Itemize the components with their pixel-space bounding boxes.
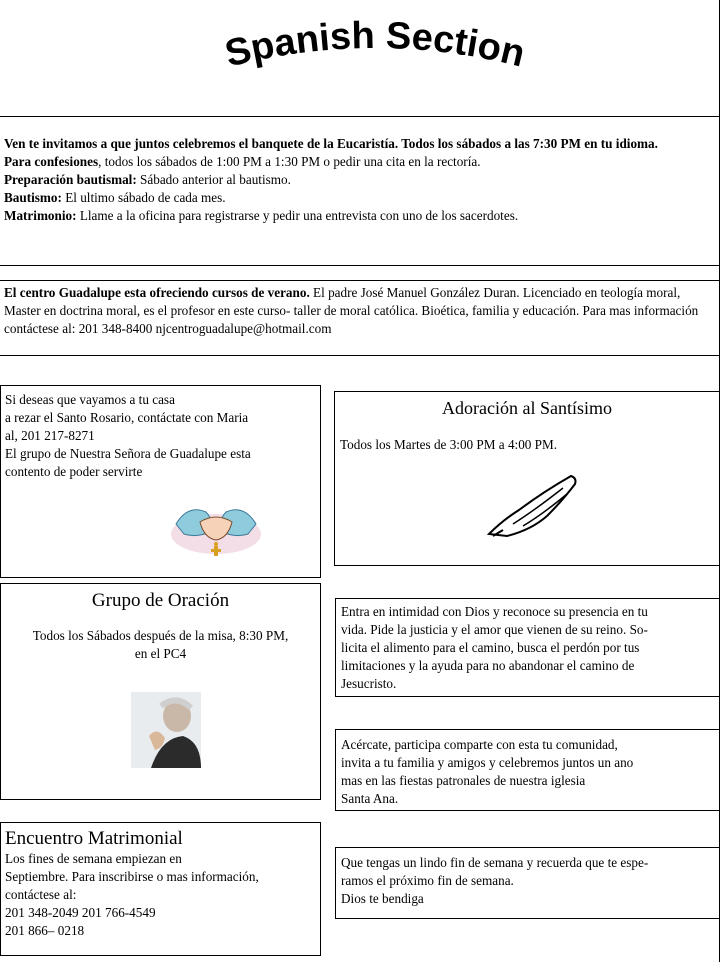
- finde-line: ramos el próximo fin de semana.: [341, 873, 514, 888]
- intimidad-line: Jesucristo.: [341, 676, 397, 691]
- matrimonio-text: Llame a la oficina para registrarse y pedir una entrevista con uno de los sacerdotes.: [76, 208, 519, 223]
- intimidad-line: limitaciones y la ayuda para no abandonar el camino de: [341, 658, 635, 673]
- divider-top: [0, 116, 720, 117]
- rosario-line: al, 201 217-8271: [5, 428, 95, 443]
- rosario-box: [0, 385, 321, 578]
- finde-box: [335, 847, 720, 919]
- intimidad-line: Entra en intimidad con Dios y reconoce su presencia en tu: [341, 604, 648, 619]
- page-title-art: [205, 14, 545, 80]
- divider-guadalupe-top: [0, 280, 720, 281]
- bautismo-text: El ultimo sábado de cada mes.: [61, 190, 226, 205]
- adoracion-text: Todos los Martes de 3:00 PM a 4:00 PM.: [340, 437, 558, 452]
- intimidad-line: vida. Pide la justicia y el amor que vienen de su reino. So-: [341, 622, 648, 637]
- preparacion-text: Sábado anterior al bautismo.: [136, 172, 291, 187]
- encuentro-line: 201 866– 0218: [5, 923, 85, 938]
- praying-person-photo: [131, 692, 201, 768]
- encuentro-line: Septiembre. Para inscribirse o mas información,: [5, 869, 259, 884]
- page-title: [205, 14, 545, 80]
- preparacion-label: Preparación bautismal:: [4, 172, 137, 187]
- acercate-line: mas en las fiestas patronales de nuestra iglesia: [341, 773, 586, 788]
- rosario-line: El grupo de Nuestra Señora de Guadalupe esta: [5, 446, 251, 461]
- confesiones-text: , todos los sábados de 1:00 PM a 1:30 PM o pedir una cita en la rectoría.: [98, 154, 481, 169]
- guadalupe-section: [4, 284, 716, 338]
- encuentro-line: contáctese al:: [5, 887, 77, 902]
- bautismo-label: Bautismo:: [4, 190, 62, 205]
- guadalupe-text: El padre José Manuel González Duran. Licenciado en teología moral, Master en doctrina moral, es el profesor en este curso- taller de moral católica. Bioética, familia y educación. Para mas información contáctese al: 201 348-8400 njcentroguadalupe@hotmail.com: [4, 285, 699, 336]
- praying-hands-icon: [483, 470, 583, 540]
- rosario-line: contento de poder servirte: [5, 464, 143, 479]
- acercate-box: [335, 729, 720, 811]
- svg-text:Spanish Section: [221, 15, 529, 76]
- adoracion-box: [334, 391, 720, 566]
- divider-intro-bottom: [0, 265, 720, 266]
- encuentro-box: [0, 822, 321, 956]
- encuentro-line: Los fines de semana empiezan en: [5, 851, 182, 866]
- matrimonio-label: Matrimonio:: [4, 208, 77, 223]
- intro-section: [4, 135, 716, 225]
- finde-line: Dios te bendiga: [341, 891, 424, 906]
- rosario-line: a rezar el Santo Rosario, contáctate con Maria: [5, 410, 249, 425]
- guadalupe-bold: El centro Guadalupe esta ofreciendo cursos de verano.: [4, 285, 310, 300]
- intimidad-box: [335, 598, 720, 697]
- acercate-line: Santa Ana.: [341, 791, 399, 806]
- rosario-line: Si deseas que vayamos a tu casa: [5, 392, 175, 407]
- grupo-line: en el PC4: [134, 646, 187, 661]
- grupo-heading: Grupo de Oración: [91, 590, 230, 611]
- intimidad-line: licita el alimento para el camino, busca el perdón por tus: [341, 640, 640, 655]
- grupo-box: [0, 583, 321, 800]
- encuentro-line: 201 348-2049 201 766-4549: [5, 905, 156, 920]
- acercate-line: invita a tu familia y amigos y celebremos juntos un ano: [341, 755, 634, 770]
- acercate-line: Acércate, participa comparte con esta tu comunidad,: [341, 737, 618, 752]
- page-title-text: Spanish Section: [221, 14, 529, 76]
- grupo-line: Todos los Sábados después de la misa, 8:30 PM,: [32, 628, 289, 643]
- eucharist-text: Ven te invitamos a que juntos celebremos el banquete de la Eucaristía. Todos los sábados a las 7:30 PM en tu idioma.: [4, 136, 658, 151]
- finde-line: Que tengas un lindo fin de semana y recuerda que te espe-: [341, 855, 649, 870]
- confesiones-label: Para confesiones: [4, 154, 99, 169]
- adoracion-heading: Adoración al Santísimo: [442, 398, 612, 418]
- encuentro-heading: Encuentro Matrimonial: [5, 828, 183, 849]
- divider-guadalupe-bottom: [0, 355, 720, 356]
- praying-hands-rosary-icon: [166, 498, 266, 560]
